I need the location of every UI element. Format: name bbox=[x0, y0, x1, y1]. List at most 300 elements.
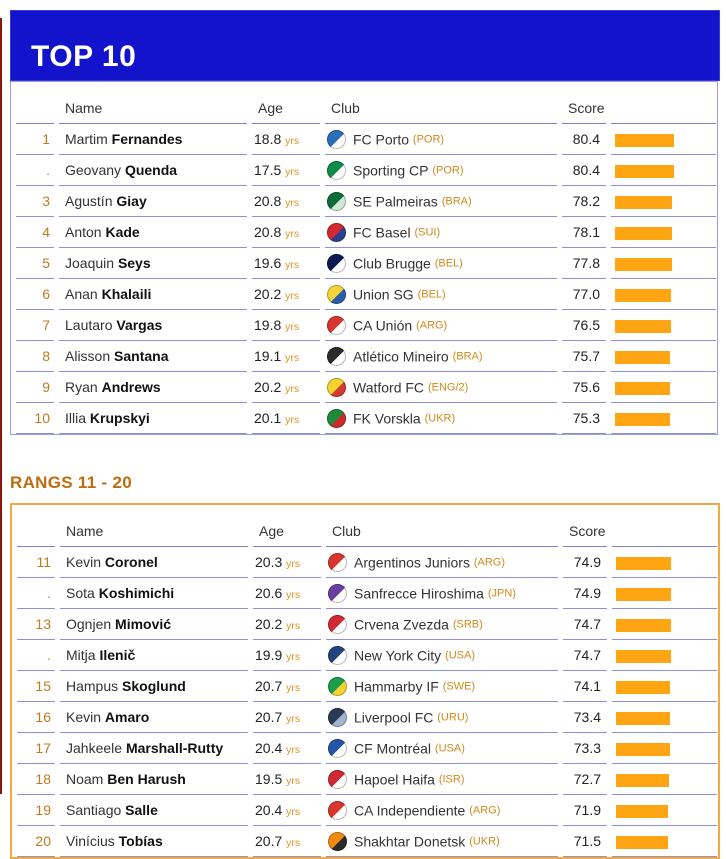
score-bar-cell bbox=[612, 671, 717, 702]
rank-cell: 8 bbox=[16, 341, 54, 372]
table-row bbox=[17, 733, 717, 764]
age-cell bbox=[252, 372, 320, 403]
table-row bbox=[17, 640, 717, 671]
score-bar bbox=[615, 320, 671, 333]
score-value: 78.1 bbox=[562, 217, 606, 248]
club-crest-icon bbox=[328, 584, 347, 603]
club-country-code: (BEL) bbox=[417, 288, 446, 300]
score-value: 71.5 bbox=[563, 826, 607, 857]
player-first-name: Jahkeele bbox=[66, 740, 123, 756]
age-value: 20.3 bbox=[255, 554, 283, 570]
club-crest-icon bbox=[328, 801, 347, 820]
score-bar bbox=[616, 805, 668, 818]
player-name-cell bbox=[60, 826, 248, 857]
score-bar-cell bbox=[612, 640, 717, 671]
score-bar bbox=[616, 619, 671, 632]
club-name: New York City bbox=[354, 647, 442, 663]
rank-cell: 18 bbox=[17, 764, 55, 795]
score-bar bbox=[616, 743, 670, 756]
player-first-name: Anton bbox=[65, 224, 102, 240]
player-name-cell bbox=[60, 702, 248, 733]
club-crest-icon bbox=[328, 739, 347, 758]
club-name: CA Unión bbox=[353, 317, 413, 333]
score-value: 80.4 bbox=[562, 124, 606, 155]
rank-cell: 9 bbox=[16, 372, 54, 403]
club-crest-icon bbox=[327, 254, 346, 273]
rank-cell: 1 bbox=[16, 124, 54, 155]
age-cell bbox=[252, 186, 320, 217]
bar-column-header bbox=[612, 505, 717, 547]
club-country-code: (USA) bbox=[434, 742, 465, 754]
table-row bbox=[16, 310, 716, 341]
years-suffix: yrs bbox=[286, 775, 301, 787]
score-value: 73.3 bbox=[563, 733, 607, 764]
player-last-name: Giay bbox=[116, 193, 147, 209]
club-country-code: (SUI) bbox=[414, 226, 441, 238]
club-cell bbox=[325, 310, 557, 341]
player-name-cell bbox=[59, 248, 247, 279]
player-last-name: Ben Harush bbox=[107, 771, 186, 787]
player-name-cell bbox=[60, 671, 248, 702]
club-country-code: (ARG) bbox=[416, 319, 448, 331]
years-suffix: yrs bbox=[285, 166, 300, 178]
club-cell bbox=[326, 578, 558, 609]
player-first-name: Martim bbox=[65, 131, 108, 147]
player-name-cell bbox=[59, 372, 247, 403]
age-cell bbox=[253, 795, 321, 826]
club-crest-icon bbox=[327, 316, 346, 335]
club-cell bbox=[326, 640, 558, 671]
player-first-name: Geovany bbox=[65, 162, 122, 178]
table-header-row bbox=[16, 82, 716, 124]
score-value: 74.9 bbox=[563, 547, 607, 578]
club-crest-icon bbox=[328, 770, 347, 789]
club-cell bbox=[325, 186, 557, 217]
club-name: Sanfrecce Hiroshima bbox=[354, 585, 484, 601]
age-cell bbox=[253, 764, 321, 795]
top10-banner bbox=[10, 10, 720, 81]
score-bar-cell bbox=[611, 403, 716, 434]
table-row bbox=[16, 155, 716, 186]
age-cell bbox=[253, 640, 321, 671]
score-value: 73.4 bbox=[563, 702, 607, 733]
player-first-name: Lautaro bbox=[65, 317, 113, 333]
player-name-cell bbox=[60, 733, 248, 764]
years-suffix: yrs bbox=[285, 290, 300, 302]
score-bar-cell bbox=[611, 217, 716, 248]
player-last-name: Krupskyi bbox=[89, 410, 150, 426]
age-value: 19.9 bbox=[255, 647, 283, 663]
table-row bbox=[17, 795, 717, 826]
club-country-code: (UKR) bbox=[424, 412, 456, 424]
rank-cell: 6 bbox=[16, 279, 54, 310]
years-suffix: yrs bbox=[286, 558, 301, 570]
player-first-name: Agustín bbox=[65, 193, 113, 209]
age-value: 20.8 bbox=[254, 224, 282, 240]
rank-cell: . bbox=[16, 155, 54, 186]
club-cell bbox=[326, 826, 558, 857]
club-country-code: (USA) bbox=[445, 649, 475, 661]
club-country-code: (URU) bbox=[437, 711, 469, 723]
table-row bbox=[16, 248, 716, 279]
table-row bbox=[17, 671, 717, 702]
club-cell bbox=[325, 403, 557, 434]
club-crest-icon bbox=[327, 285, 346, 304]
age-value: 20.4 bbox=[255, 740, 283, 756]
rank-column-header bbox=[16, 82, 54, 124]
score-bar bbox=[616, 557, 671, 570]
years-suffix: yrs bbox=[286, 806, 301, 818]
age-cell bbox=[252, 310, 320, 341]
score-bar-cell bbox=[612, 578, 717, 609]
score-bar bbox=[615, 258, 672, 271]
score-bar-cell bbox=[612, 547, 717, 578]
player-first-name: Kevin bbox=[66, 554, 102, 570]
table-row bbox=[16, 217, 716, 248]
club-cell bbox=[325, 155, 557, 186]
score-bar-cell bbox=[612, 795, 717, 826]
player-last-name: Salle bbox=[125, 802, 158, 818]
club-cell bbox=[326, 547, 558, 578]
club-cell bbox=[325, 372, 557, 403]
club-cell bbox=[325, 341, 557, 372]
club-crest-icon bbox=[327, 192, 346, 211]
club-name: CA Independiente bbox=[354, 802, 466, 818]
club-crest-icon bbox=[328, 553, 347, 572]
club-name: Argentinos Juniors bbox=[354, 554, 470, 570]
age-value: 19.6 bbox=[254, 255, 282, 271]
years-suffix: yrs bbox=[285, 228, 300, 240]
club-country-code: (ARG) bbox=[469, 804, 501, 816]
club-crest-icon bbox=[327, 409, 346, 428]
years-suffix: yrs bbox=[285, 135, 300, 147]
table-row bbox=[17, 764, 717, 795]
club-name: FK Vorskla bbox=[353, 410, 421, 426]
player-last-name: Fernandes bbox=[111, 131, 183, 147]
club-name: Atlético Mineiro bbox=[353, 348, 449, 364]
age-cell bbox=[253, 826, 321, 857]
age-cell bbox=[253, 733, 321, 764]
player-last-name: Mimović bbox=[115, 616, 172, 632]
age-cell bbox=[252, 124, 320, 155]
rank-cell: 10 bbox=[16, 403, 54, 434]
player-last-name: Santana bbox=[114, 348, 169, 364]
player-name-cell bbox=[59, 217, 247, 248]
age-cell bbox=[253, 702, 321, 733]
score-bar-cell bbox=[612, 733, 717, 764]
player-name-cell bbox=[59, 124, 247, 155]
player-last-name: Ilenič bbox=[99, 647, 136, 663]
score-value: 77.0 bbox=[562, 279, 606, 310]
top10-rows bbox=[16, 124, 716, 434]
score-bar bbox=[615, 382, 670, 395]
years-suffix: yrs bbox=[285, 352, 300, 364]
club-cell bbox=[325, 124, 557, 155]
age-cell bbox=[252, 279, 320, 310]
score-value: 78.2 bbox=[562, 186, 606, 217]
age-value: 19.5 bbox=[255, 771, 283, 787]
left-edge-line bbox=[0, 18, 2, 794]
club-cell bbox=[325, 248, 557, 279]
years-suffix: yrs bbox=[285, 383, 300, 395]
table-row bbox=[17, 547, 717, 578]
club-cell bbox=[326, 733, 558, 764]
score-bar bbox=[616, 774, 669, 787]
score-value: 75.3 bbox=[562, 403, 606, 434]
rank-column-header bbox=[17, 505, 55, 547]
age-value: 17.5 bbox=[254, 162, 282, 178]
player-first-name: Mitja bbox=[66, 647, 96, 663]
name-column-header: Name bbox=[60, 505, 248, 547]
score-value: 74.9 bbox=[563, 578, 607, 609]
score-column-header: Score bbox=[563, 505, 607, 547]
table-row bbox=[17, 702, 717, 733]
player-last-name: Skoglund bbox=[122, 678, 186, 694]
player-name-cell bbox=[60, 795, 248, 826]
player-last-name: Koshimichi bbox=[98, 585, 175, 601]
player-last-name: Kade bbox=[105, 224, 140, 240]
club-crest-icon bbox=[328, 677, 347, 696]
score-bar bbox=[615, 351, 670, 364]
club-country-code: (SWE) bbox=[442, 680, 476, 692]
age-value: 19.8 bbox=[254, 317, 282, 333]
age-value: 20.7 bbox=[255, 833, 283, 849]
rank-cell: 11 bbox=[17, 547, 55, 578]
age-value: 20.6 bbox=[255, 585, 283, 601]
player-last-name: Quenda bbox=[124, 162, 178, 178]
age-cell bbox=[253, 609, 321, 640]
top10-section bbox=[0, 10, 726, 435]
rangs-11-20-title: RANGS 11 - 20 bbox=[10, 473, 133, 492]
club-country-code: (BRA) bbox=[441, 195, 472, 207]
player-last-name: Vargas bbox=[116, 317, 163, 333]
score-bar bbox=[615, 289, 671, 302]
age-value: 20.2 bbox=[254, 286, 282, 302]
rank-cell: . bbox=[17, 578, 55, 609]
table-row bbox=[17, 609, 717, 640]
table-row bbox=[17, 578, 717, 609]
age-cell bbox=[253, 671, 321, 702]
club-name: Hammarby IF bbox=[354, 678, 439, 694]
club-crest-icon bbox=[328, 832, 347, 851]
player-last-name: Khalaili bbox=[101, 286, 152, 302]
rangs-11-20-section bbox=[0, 473, 726, 859]
club-country-code: (BEL) bbox=[434, 257, 463, 269]
score-bar-cell bbox=[611, 372, 716, 403]
age-cell bbox=[252, 155, 320, 186]
player-name-cell bbox=[59, 155, 247, 186]
club-crest-icon bbox=[328, 646, 347, 665]
age-value: 20.1 bbox=[254, 410, 282, 426]
years-suffix: yrs bbox=[285, 321, 300, 333]
years-suffix: yrs bbox=[286, 620, 301, 632]
table-row bbox=[17, 826, 717, 857]
table-row bbox=[16, 341, 716, 372]
club-crest-icon bbox=[327, 378, 346, 397]
club-name: Crvena Zvezda bbox=[354, 616, 449, 632]
player-name-cell bbox=[59, 341, 247, 372]
club-country-code: (POR) bbox=[412, 133, 445, 145]
age-value: 19.1 bbox=[254, 348, 282, 364]
club-name: Club Brugge bbox=[353, 255, 431, 271]
player-name-cell bbox=[59, 279, 247, 310]
age-cell bbox=[252, 248, 320, 279]
rank-cell: 5 bbox=[16, 248, 54, 279]
player-name-cell bbox=[60, 764, 248, 795]
club-country-code: (UKR) bbox=[469, 835, 500, 847]
player-last-name: Andrews bbox=[101, 379, 161, 395]
age-value: 18.8 bbox=[254, 131, 282, 147]
age-cell bbox=[252, 341, 320, 372]
table-header-row bbox=[17, 505, 717, 547]
club-name: Hapoel Haifa bbox=[354, 771, 435, 787]
rank-cell: 16 bbox=[17, 702, 55, 733]
name-column-header: Name bbox=[59, 82, 247, 124]
score-bar bbox=[616, 650, 671, 663]
age-cell bbox=[252, 217, 320, 248]
club-country-code: (JPN) bbox=[487, 587, 516, 599]
age-value: 20.2 bbox=[255, 616, 283, 632]
top10-title: TOP 10 bbox=[31, 40, 137, 73]
years-suffix: yrs bbox=[286, 837, 301, 849]
score-bar-cell bbox=[611, 279, 716, 310]
years-suffix: yrs bbox=[286, 651, 301, 663]
score-value: 77.8 bbox=[562, 248, 606, 279]
club-column-header: Club bbox=[326, 505, 558, 547]
table-row bbox=[16, 124, 716, 155]
age-value: 20.4 bbox=[255, 802, 283, 818]
player-first-name: Sota bbox=[66, 585, 95, 601]
player-first-name: Alisson bbox=[65, 348, 111, 364]
player-first-name: Vinícius bbox=[66, 833, 115, 849]
score-bar-cell bbox=[611, 186, 716, 217]
age-value: 20.7 bbox=[255, 709, 283, 725]
player-first-name: Kevin bbox=[66, 709, 102, 725]
score-value: 72.7 bbox=[563, 764, 607, 795]
score-bar-cell bbox=[612, 702, 717, 733]
score-bar bbox=[616, 836, 668, 849]
player-last-name: Marshall-Rutty bbox=[125, 740, 224, 756]
score-value: 80.4 bbox=[562, 155, 606, 186]
club-country-code: (BRA) bbox=[452, 350, 483, 362]
player-first-name: Ryan bbox=[65, 379, 98, 395]
score-bar bbox=[615, 165, 674, 178]
table-row bbox=[16, 372, 716, 403]
player-name-cell bbox=[59, 403, 247, 434]
table-row bbox=[16, 186, 716, 217]
player-first-name: Hampus bbox=[66, 678, 119, 694]
score-value: 74.7 bbox=[563, 609, 607, 640]
player-last-name: Seys bbox=[117, 255, 151, 271]
score-bar-cell bbox=[612, 826, 717, 857]
score-bar bbox=[616, 712, 670, 725]
club-name: FC Basel bbox=[353, 224, 411, 240]
bar-column-header bbox=[611, 82, 716, 124]
age-value: 20.8 bbox=[254, 193, 282, 209]
top10-table bbox=[11, 82, 721, 434]
rankings-page bbox=[0, 10, 726, 849]
club-name: Shakhtar Donetsk bbox=[354, 833, 466, 849]
club-cell bbox=[325, 279, 557, 310]
score-bar-cell bbox=[612, 764, 717, 795]
player-first-name: Anan bbox=[65, 286, 98, 302]
rank-cell: 15 bbox=[17, 671, 55, 702]
score-bar bbox=[615, 196, 672, 209]
club-cell bbox=[326, 764, 558, 795]
player-first-name: Illia bbox=[65, 410, 87, 426]
score-bar bbox=[616, 681, 670, 694]
player-name-cell bbox=[60, 547, 248, 578]
club-name: SE Palmeiras bbox=[353, 193, 438, 209]
years-suffix: yrs bbox=[286, 682, 301, 694]
rangs-table-container bbox=[10, 503, 720, 859]
years-suffix: yrs bbox=[286, 744, 301, 756]
club-country-code: (ENG/2) bbox=[427, 381, 469, 393]
rank-cell: 19 bbox=[17, 795, 55, 826]
player-last-name: Amaro bbox=[104, 709, 150, 725]
age-cell bbox=[253, 547, 321, 578]
score-bar-cell bbox=[611, 124, 716, 155]
years-suffix: yrs bbox=[285, 414, 300, 426]
club-name: Union SG bbox=[353, 286, 414, 302]
rank-cell: 7 bbox=[16, 310, 54, 341]
club-name: Liverpool FC bbox=[354, 709, 434, 725]
years-suffix: yrs bbox=[286, 589, 301, 601]
score-bar-cell bbox=[611, 341, 716, 372]
age-value: 20.2 bbox=[254, 379, 282, 395]
score-bar-cell bbox=[611, 310, 716, 341]
rangs-rows bbox=[17, 547, 717, 857]
club-cell bbox=[325, 217, 557, 248]
score-bar-cell bbox=[611, 248, 716, 279]
score-bar bbox=[615, 227, 672, 240]
rank-cell: 4 bbox=[16, 217, 54, 248]
score-value: 74.7 bbox=[563, 640, 607, 671]
rank-cell: 13 bbox=[17, 609, 55, 640]
rank-cell: 3 bbox=[16, 186, 54, 217]
club-name: Watford FC bbox=[353, 379, 425, 395]
player-first-name: Santiago bbox=[66, 802, 122, 818]
club-crest-icon bbox=[327, 223, 346, 242]
player-name-cell bbox=[60, 640, 248, 671]
score-value: 75.7 bbox=[562, 341, 606, 372]
player-first-name: Joaquin bbox=[65, 255, 115, 271]
score-value: 75.6 bbox=[562, 372, 606, 403]
age-cell bbox=[252, 403, 320, 434]
club-name: CF Montréal bbox=[354, 740, 432, 756]
player-last-name: Coronel bbox=[104, 554, 158, 570]
years-suffix: yrs bbox=[285, 197, 300, 209]
score-bar-cell bbox=[612, 609, 717, 640]
years-suffix: yrs bbox=[285, 259, 300, 271]
score-value: 76.5 bbox=[562, 310, 606, 341]
club-column-header: Club bbox=[325, 82, 557, 124]
player-name-cell bbox=[59, 186, 247, 217]
player-last-name: Tobías bbox=[118, 833, 163, 849]
player-name-cell bbox=[59, 310, 247, 341]
player-name-cell bbox=[60, 578, 248, 609]
club-crest-icon bbox=[327, 347, 346, 366]
score-bar-cell bbox=[611, 155, 716, 186]
club-name: FC Porto bbox=[353, 131, 410, 147]
table-row bbox=[16, 279, 716, 310]
club-crest-icon bbox=[327, 130, 346, 149]
age-value: 20.7 bbox=[255, 678, 283, 694]
score-column-header: Score bbox=[562, 82, 606, 124]
club-country-code: (POR) bbox=[432, 164, 464, 176]
score-value: 74.1 bbox=[563, 671, 607, 702]
club-crest-icon bbox=[327, 161, 346, 180]
